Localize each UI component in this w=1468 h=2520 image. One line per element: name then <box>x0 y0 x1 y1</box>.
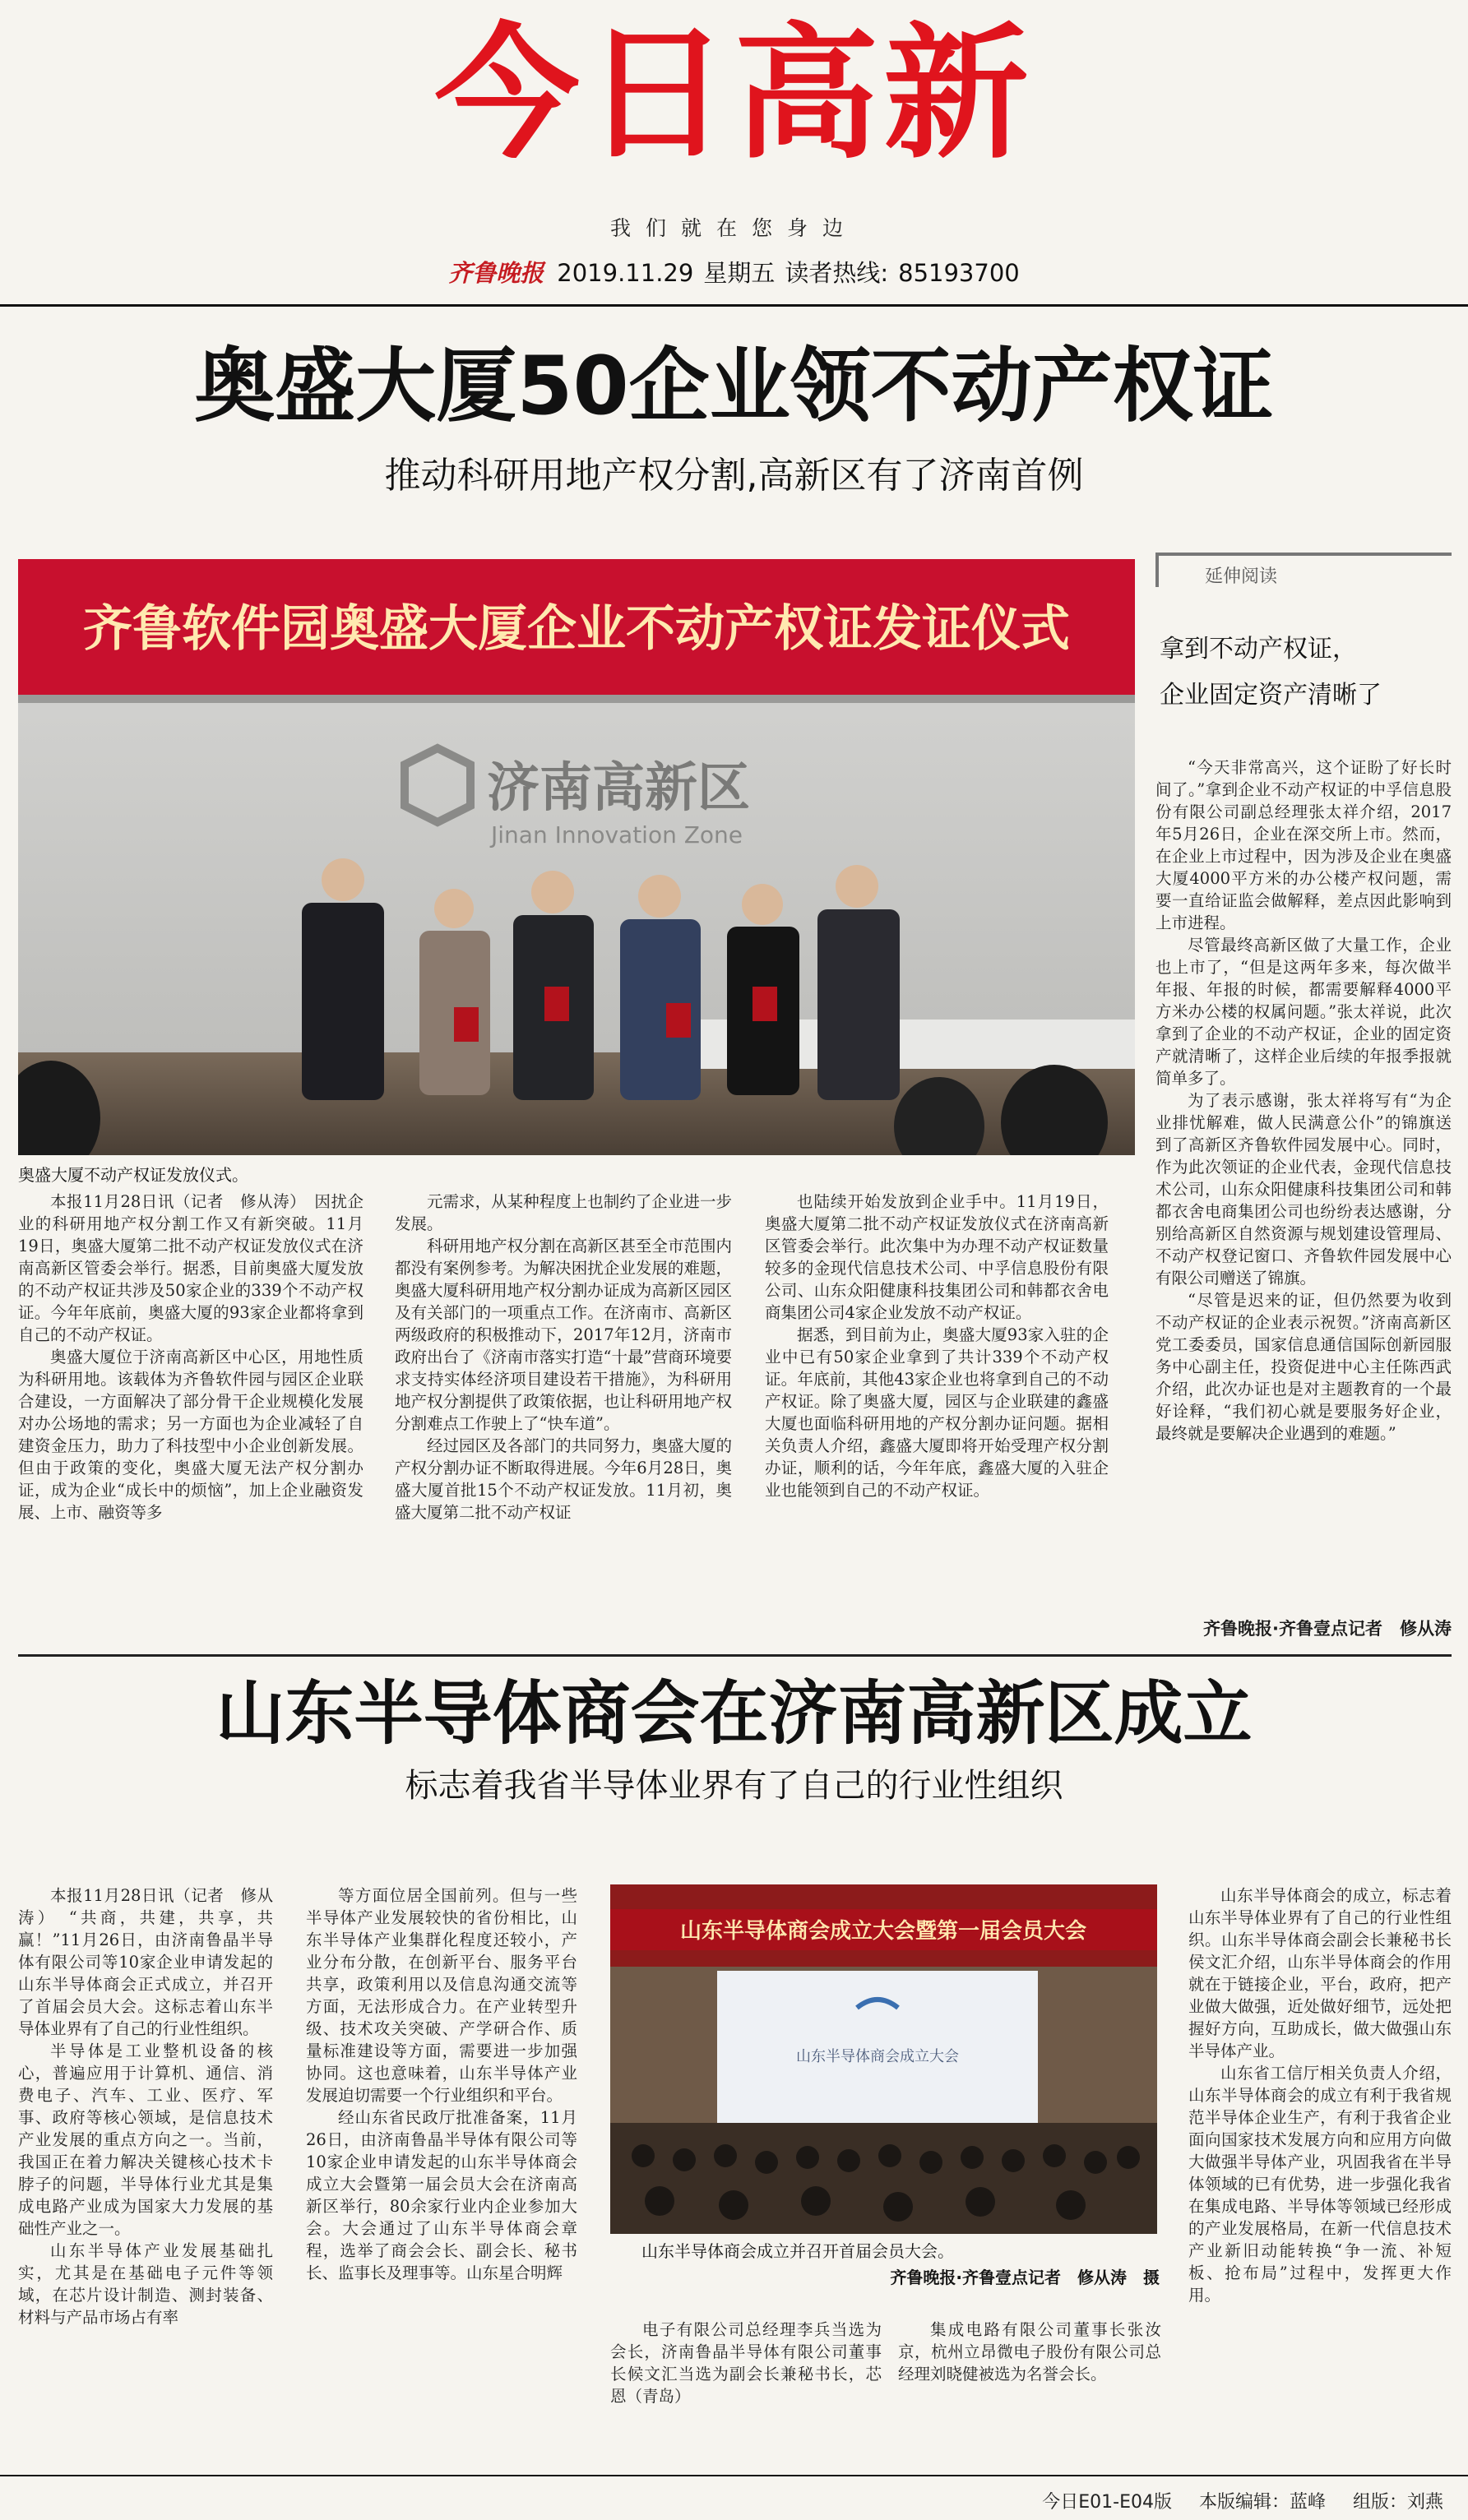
story2-column-5 <box>1188 1884 1452 2452</box>
paragraph: 尽管最终高新区做了大量工作，企业也上市了，“但是这两年多来，每次做半年报、年报的时候，都需要解释4000平方米办公楼的权属问题。”张太祥说，此次拿到了企业的不动产权证，企业的固定资产就清晰了，这样企业后续的年报季报就简单多了。 <box>1155 936 1452 1088</box>
section-divider <box>18 1654 1452 1657</box>
footer-layout: 组版：刘燕 <box>1352 2492 1443 2513</box>
paragraph: 据悉，到目前为止，奥盛大厦93家入驻的企业中已有50家企业拿到了共计339个不动产权证。年底前，其他43家企业也将拿到自己的不动产权证。除了奥盛大厦，园区与企业联建的鑫盛大厦也面临科研用地的产权分割办证问题。据相关负责人介绍，鑫盛大厦即将开始受理产权分割办证，顺利的话，今年年底，鑫盛大厦的入驻企业也能领到自己的不动产权证。 <box>765 1325 1109 1500</box>
story1-column-2 <box>395 1191 732 1647</box>
footer-pages: 今日E01-E04版 <box>1042 2492 1172 2513</box>
paragraph: “今天非常高兴，这个证盼了好长时间了。”拿到企业不动产权证的中孚信息股份有限公司副总经理张太祥介绍，2017年5月26日，企业在深交所上市。然而，在企业上市过程中，因为涉及企业在奥盛大厦4000平方米的办公楼产权问题，需要一直给证监会做解释，差点因此影响到上市进程。 <box>1155 758 1452 932</box>
story2-photo-caption: 山东半导体商会成立并召开首届会员大会。 <box>641 2241 954 2261</box>
screen-text: 山东半导体商会成立大会 <box>796 2048 959 2065</box>
hotline-label: 读者热线: <box>785 259 889 287</box>
story2-column-3 <box>610 2319 882 2454</box>
story1-subhead: 推动科研用地产权分割,高新区有了济南首例 <box>384 455 1084 497</box>
paragraph: 经过园区及各部门的共同努力，奥盛大厦的产权分割办证不断取得进展。今年6月28日，奥盛大厦首批15个不动产权证发放。11月初，奥盛大厦第二批不动产权证 <box>395 1436 732 1522</box>
story1-headline: 奥盛大厦50企业领不动产权证 <box>194 340 1274 433</box>
story2-subhead: 标志着我省半导体业界有了自己的行业性组织 <box>405 1767 1063 1805</box>
paragraph: 本报11月28日讯（记者 修从涛） “共商，共建，共享，共赢！”11月26日，由济南鲁晶半导体有限公司等10家企业申请发起的山东半导体商会正式成立，并召开了首届会员大会。这标志着山东半导体业界有了自己的行业性组织。 <box>18 1886 273 2038</box>
paragraph: 集成电路有限公司董事长张汝京，杭州立昂微电子股份有限公司总经理刘晓健被选为名誉会长。 <box>898 2320 1161 2384</box>
paragraph: 本报11月28日讯（记者 修从涛） 因扰企业的科研用地产权分割工作又有新突破。11月19日，奥盛大厦第二批不动产权证发放仪式在济南高新区管委会举行。据悉，目前奥盛大厦发放的不动产权证共涉及50家企业的339个不动产权证。今年年底前，奥盛大厦的93家企业都将拿到自己的不动产权证。 <box>18 1192 364 1344</box>
paragraph: 奥盛大厦位于济南高新区中心区，用地性质为科研用地。该载体为齐鲁软件园与园区企业联合建设，一方面解决了部分骨干企业规模化发展对办公场地的需求；另一方面也为企业减轻了自建资金压力，助力了科技型中小企业创新发展。但由于政策的变化，奥盛大厦无法产权分割办证，成为企业“成长中的烦恼”，加上企业融资发展、上市、融资等多 <box>18 1348 364 1522</box>
paragraph: 半导体是工业整机设备的核心，普遍应用于计算机、通信、消费电子、汽车、工业、医疗、军事、政府等核心领域，是信息技术产业发展的重点方向之一。当前，我国正在着力解决关键核心技术卡脖子的问题，半导体行业尤其是集成电路产业成为国家大力发展的基础性产业之一。 <box>18 2041 273 2238</box>
paragraph: “尽管是迟来的证，但仍然要为收到不动产权证的企业表示祝贺。”济南高新区党工委委员，国家信息通信国际创新园服务中心副主任，投资促进中心主任陈西武介绍，此次办证也是对主题教育的一个最好诠释，“我们初心就是要服务好企业，最终就是要解决企业遇到的难题。” <box>1155 1291 1452 1443</box>
paragraph: 山东半导体产业发展基础扎实，尤其是在基础电子元件等领域，在芯片设计制造、测封装备、材料与产品市场占有率 <box>18 2241 273 2327</box>
paragraph: 山东省工信厅相关负责人介绍，山东半导体商会的成立有利于我省规范半导体企业生产，有利于我省企业面向国家技术发展方向和应用方向做大做强半导体产业，巩固我省在半导体领域的已有优势，进一步强化我省在集成电路、半导体等领域已经形成的产业发展格局，在新一代信息技术产业新旧动能转换“争一流、补短板、抢布局”过程中，发挥更大作用。 <box>1188 2064 1452 2305</box>
story1-photo <box>18 559 1135 1155</box>
story2-photo <box>610 1884 1157 2234</box>
story2-column-4 <box>898 2319 1161 2454</box>
paragraph: 经山东省民政厅批准备案，11月26日，由济南鲁晶半导体有限公司等10家企业申请发起的山东半导体商会成立大会暨第一届会员大会在济南高新区举行，80余家行业内企业参加大会。大会通过了山东半导体商会章程，选举了商会会长、副会长、秘书长、监事长及理事等。山东星合明辉 <box>306 2108 577 2282</box>
sidebar-headline <box>1160 627 1456 719</box>
paragraph: 也陆续开始发放到企业手中。11月19日，奥盛大厦第二批不动产权证发放仪式在济南高新区管委会举行。此次集中为办理不动产权证数量较多的金现代信息技术公司、中孚信息股份有限公司、山东众阳健康科技集团公司和韩都衣舍电商集团公司4家企业发放不动产权证。 <box>765 1192 1109 1322</box>
issue-date: 2019.11.29 <box>557 259 694 287</box>
story2-column-1 <box>18 1884 273 2452</box>
hotline-number: 85193700 <box>898 259 1020 287</box>
paragraph: 等方面位居全国前列。但与一些半导体产业发展较快的省份相比，山东半导体产业集群化程度还较小，产业分布分散，在创新平台、服务平台共享，政策利用以及信息沟通交流等方面，无法形成合力。在产业转型升级、技术攻关突破、产学研合作、质量标准建设等方面，需要进一步加强协同。这也意味着，山东半导体产业发展迫切需要一个行业组织和平台。 <box>306 1886 577 2105</box>
meeting-photo <box>610 1884 1157 2234</box>
story2-column-2 <box>306 1884 577 2452</box>
sidebar-headline-line2: 企业固定资产清晰了 <box>1160 681 1382 710</box>
paragraph: 科研用地产权分割在高新区甚至全市范围内都没有案例参考。为解决困扰企业发展的难题，奥盛大厦科研用地产权分割办证成为高新区园区及有关部门的一项重点工作。在济南市、高新区两级政府的积极推动下，2017年12月，济南市政府出台了《济南市落实打造“十最”营商环境要求支持实体经济项目建设若干措施》，为科研用地产权分割提供了政策依据，也让科研用地产权分割难点工作驶上了“快车道”。 <box>395 1237 732 1433</box>
masthead-rule <box>0 304 1468 307</box>
story2-photo-credit: 齐鲁晚报·齐鲁壹点记者 修从涛 摄 <box>890 2268 1160 2287</box>
story1-column-1 <box>18 1191 364 1647</box>
dateline <box>0 255 1468 289</box>
sidebar-byline: 齐鲁晚报·齐鲁壹点记者 修从涛 <box>1203 1619 1452 1639</box>
wall-logo-en: Jinan Innovation Zone <box>491 821 743 848</box>
paragraph: 电子有限公司总经理李兵当选为会长，济南鲁晶半导体有限公司董事长候文汇当选为副会长兼秘书长，芯恩（青岛） <box>610 2320 882 2406</box>
story2-headline: 山东半导体商会在济南高新区成立 <box>215 1673 1253 1754</box>
footer-editor: 本版编辑：蓝峰 <box>1198 2492 1326 2513</box>
sidebar-tag: 延伸阅读 <box>1155 553 1452 587</box>
banner-text: 山东半导体商会成立大会暨第一届会员大会 <box>679 1919 1087 1944</box>
paper-name: 齐鲁晚报 <box>448 259 544 287</box>
wall-logo-cn: 济南高新区 <box>487 758 750 819</box>
banner-text: 齐鲁软件园奥盛大厦企业不动产权证发证仪式 <box>83 600 1070 658</box>
masthead-slogan: 我们就在您身边 <box>609 216 858 240</box>
issue-weekday: 星期五 <box>703 259 776 287</box>
story1-photo-caption: 奥盛大厦不动产权证发放仪式。 <box>18 1165 248 1185</box>
sidebar-headline-line1: 拿到不动产权证， <box>1160 635 1357 664</box>
footer <box>0 2483 1468 2514</box>
sidebar-body <box>1155 756 1452 1611</box>
ceremony-photo <box>18 559 1135 1155</box>
masthead-title: 今日高新 <box>434 10 1034 178</box>
paragraph: 元需求，从某种程度上也制约了企业进一步发展。 <box>395 1192 732 1233</box>
footer-rule <box>0 2475 1468 2476</box>
story1-column-3 <box>765 1191 1109 1647</box>
paragraph: 山东半导体商会的成立，标志着山东半导体业界有了自己的行业性组织。山东半导体商会副会长兼秘书长侯文汇介绍，山东半导体商会的作用就在于链接企业，平台，政府，把产业做大做强，近处做好细节，远处把握好方向，互助成长，做大做强山东半导体产业。 <box>1188 1886 1452 2060</box>
paragraph: 为了表示感谢，张太祥将写有“为企业排忧解难，做人民满意公仆”的锦旗送到了高新区齐鲁软件园发展中心。同时，作为此次领证的企业代表，金现代信息技术公司，山东众阳健康科技集团公司和韩都衣舍电商集团公司也纷纷表达感谢，分别给高新区自然资源与规划建设管理局、不动产权登记窗口、齐鲁软件园发展中心有限公司赠送了锦旗。 <box>1155 1091 1452 1288</box>
